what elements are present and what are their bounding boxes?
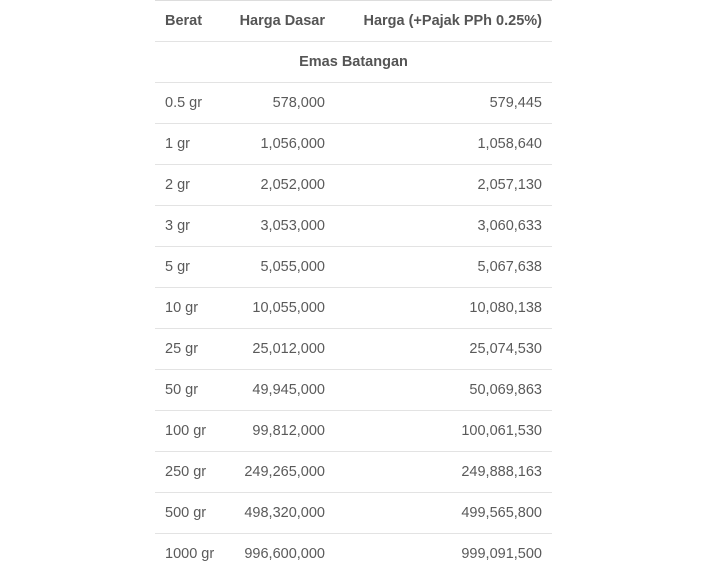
- cell-weight: 25 gr: [155, 329, 225, 370]
- cell-weight: 0.5 gr: [155, 83, 225, 124]
- cell-weight: 500 gr: [155, 493, 225, 534]
- table-row: [155, 247, 552, 288]
- cell-base-price: 1,056,000: [225, 124, 335, 165]
- cell-price-with-tax: 25,074,530: [335, 329, 552, 370]
- cell-base-price: 578,000: [225, 83, 335, 124]
- cell-base-price: 5,055,000: [225, 247, 335, 288]
- cell-price-with-tax: 249,888,163: [335, 452, 552, 493]
- cell-base-price: 996,600,000: [225, 534, 335, 575]
- cell-weight: 2 gr: [155, 165, 225, 206]
- section-title: Emas Batangan: [155, 42, 552, 83]
- header-weight: Berat: [155, 1, 225, 42]
- cell-price-with-tax: 999,091,500: [335, 534, 552, 575]
- cell-weight: 250 gr: [155, 452, 225, 493]
- cell-price-with-tax: 100,061,530: [335, 411, 552, 452]
- header-row: [155, 1, 552, 42]
- gold-price-table: [155, 0, 552, 574]
- cell-base-price: 249,265,000: [225, 452, 335, 493]
- header-price-with-tax: Harga (+Pajak PPh 0.25%): [335, 1, 552, 42]
- cell-base-price: 498,320,000: [225, 493, 335, 534]
- cell-base-price: 3,053,000: [225, 206, 335, 247]
- cell-price-with-tax: 50,069,863: [335, 370, 552, 411]
- cell-base-price: 99,812,000: [225, 411, 335, 452]
- cell-price-with-tax: 3,060,633: [335, 206, 552, 247]
- cell-base-price: 2,052,000: [225, 165, 335, 206]
- cell-weight: 50 gr: [155, 370, 225, 411]
- cell-weight: 1 gr: [155, 124, 225, 165]
- cell-price-with-tax: 499,565,800: [335, 493, 552, 534]
- table-row: [155, 411, 552, 452]
- table-row: [155, 206, 552, 247]
- table-row: [155, 83, 552, 124]
- table-row: [155, 288, 552, 329]
- table-row: [155, 452, 552, 493]
- header-base-price: Harga Dasar: [225, 1, 335, 42]
- cell-weight: 3 gr: [155, 206, 225, 247]
- cell-base-price: 10,055,000: [225, 288, 335, 329]
- table-row: [155, 493, 552, 534]
- cell-price-with-tax: 5,067,638: [335, 247, 552, 288]
- table-row: [155, 329, 552, 370]
- cell-base-price: 25,012,000: [225, 329, 335, 370]
- cell-price-with-tax: 1,058,640: [335, 124, 552, 165]
- cell-weight: 5 gr: [155, 247, 225, 288]
- cell-base-price: 49,945,000: [225, 370, 335, 411]
- cell-weight: 100 gr: [155, 411, 225, 452]
- cell-price-with-tax: 10,080,138: [335, 288, 552, 329]
- table-row: [155, 370, 552, 411]
- cell-price-with-tax: 2,057,130: [335, 165, 552, 206]
- table-row: [155, 534, 552, 575]
- table-row: [155, 124, 552, 165]
- cell-weight: 1000 gr: [155, 534, 225, 575]
- table-body: [155, 42, 552, 575]
- cell-price-with-tax: 579,445: [335, 83, 552, 124]
- section-row: [155, 42, 552, 83]
- cell-weight: 10 gr: [155, 288, 225, 329]
- table-row: [155, 165, 552, 206]
- table-header: [155, 1, 552, 42]
- gold-price-table-container: [155, 0, 552, 574]
